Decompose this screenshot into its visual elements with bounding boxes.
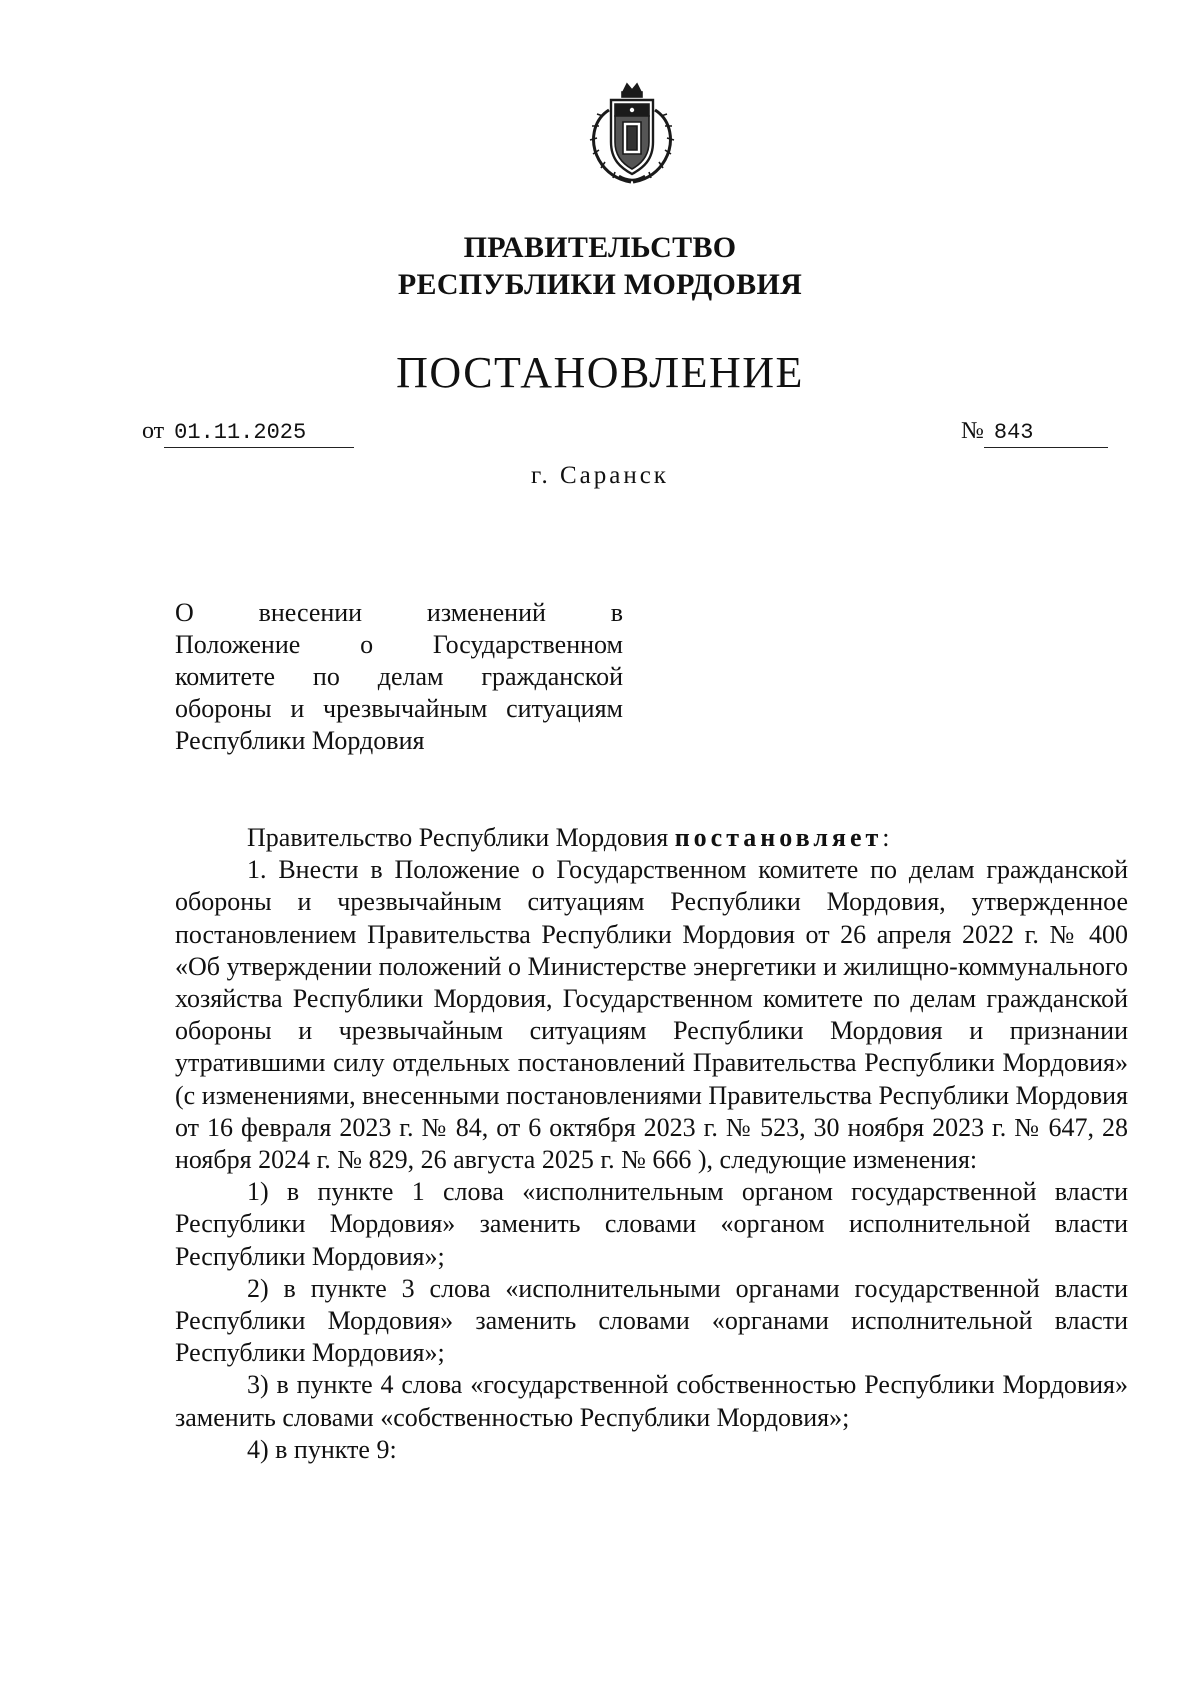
date-prefix: от xyxy=(142,418,165,444)
body-paragraph: 3) в пункте 4 слова «государственной собственностью Республики Мордовия» заменить словами «собственностью Республики Мордовия»; xyxy=(175,1370,1128,1432)
document-type: ПОСТАНОВЛЕНИЕ xyxy=(396,348,804,397)
subject-line: О внесении изменений в xyxy=(175,598,623,627)
body-paragraph: 2) в пункте 3 слова «исполнительными органами государственной власти Республики Мордовия» заменить словами «органами исполнительной власти Республики Мордовия»; xyxy=(175,1273,1128,1368)
org-name-line-2: РЕСПУБЛИКИ МОРДОВИЯ xyxy=(397,268,803,301)
body-paragraph: 4) в пункте 9: xyxy=(247,1434,397,1464)
subject-line: Положение о Государственном xyxy=(175,630,623,659)
document-date: 01.11.2025 xyxy=(164,420,354,448)
city: г. Саранск xyxy=(531,462,669,489)
subject-line: Республики Мордовия xyxy=(175,726,425,755)
org-name-line-1: ПРАВИТЕЛЬСТВО xyxy=(463,231,737,264)
body-paragraph: 1) в пункте 1 слова «исполнительным органом государственной власти Республики Мордовия» заменить словами «органом исполнительной власти Республики Мордовия»; xyxy=(175,1177,1128,1271)
date-field xyxy=(142,418,354,448)
intro-text: Правительство Республики Мордовия xyxy=(247,823,675,852)
intro-paragraph xyxy=(175,822,1128,854)
document-number: 843 xyxy=(984,420,1108,448)
document-body xyxy=(175,822,1128,1466)
intro-colon: : xyxy=(882,823,890,852)
number-field xyxy=(961,418,1108,448)
coat-of-arms-emblem xyxy=(579,80,685,190)
subject-line: обороны и чрезвычайным ситуациям xyxy=(175,694,623,723)
intro-keyword: постановляет xyxy=(674,823,883,852)
subject-line: комитете по делам гражданской xyxy=(175,662,623,691)
body-paragraph: 1. Внести в Положение о Государственном комитете по делам гражданской обороны и чрезвычайным ситуациям Республики Мордовия, утвержденное постановлением Правительства Республики Мордовия от 26 апреля 2022 г. № 400 «Об утверждении положений о Министерстве энергетики и жилищно-коммунального хозяйства Республики Мордовия, Государственном комитете по делам гражданской обороны и чрезвычайным ситуациям Республики Мордовия и признании утратившими силу отдельных постановлений Правительства Республики Мордовия» (с изменениями, внесенными постановлениями Правительства Республики Мордовия от 16 февраля 2023 г. № 84, от 6 октября 2023 г. № 523, 30 ноября 2023 г. № 647, 28 ноября 2024 г. № 829, 26 августа 2025 г. № 666 ), следующие изменения: xyxy=(175,855,1128,1175)
document-subject xyxy=(175,597,623,757)
number-prefix: № xyxy=(961,418,984,444)
